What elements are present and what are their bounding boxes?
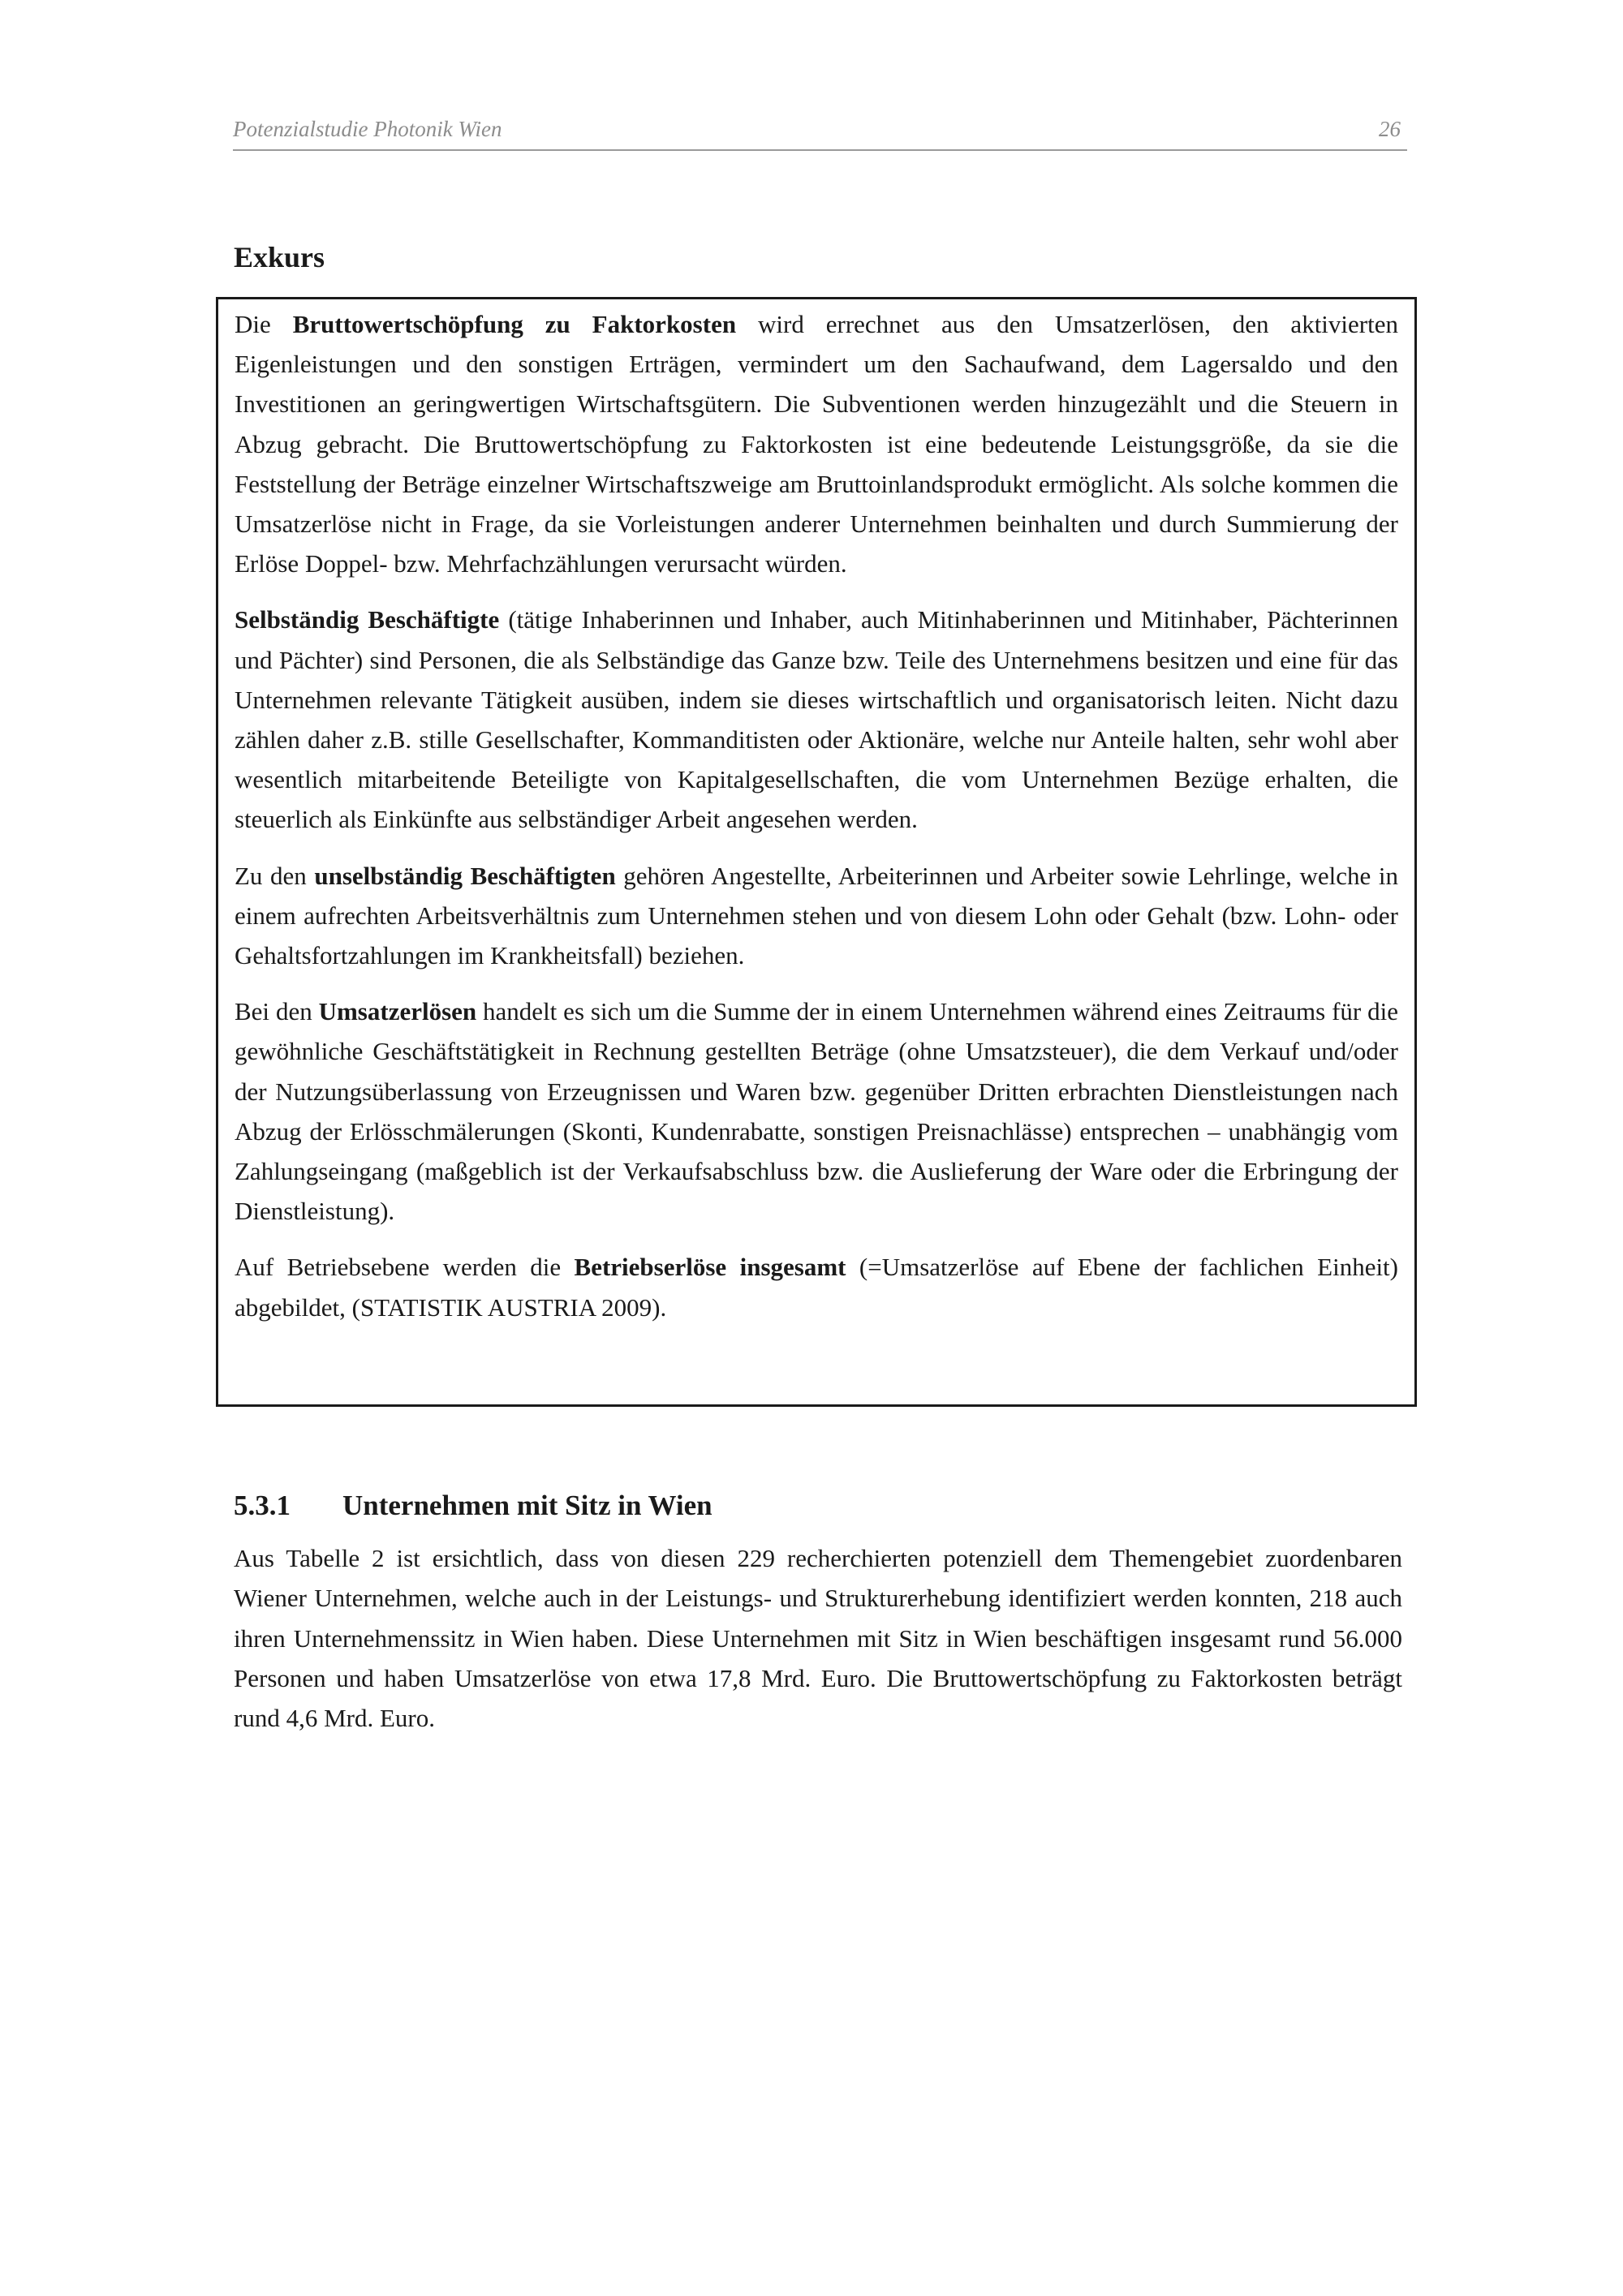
paragraph-text: wird errechnet aus den Umsatzerlösen, den aktivierten Eigenleistungen und den sonstigen Erträgen, vermindert um den Sachaufwand, dem Lagersaldo und den Investitionen an geringwertigen Wirtschaftsgütern. Die Subventionen werden hinzugezählt und die Steuern in Abzug gebracht. Die Bruttowertschöpfung zu Faktorkosten ist eine bedeutende Leistungsgröße, da sie die Feststellung der Beträge einzelner Wirtschaftszweige am Bruttoinlandsprodukt ermöglicht. Als solche kommen die Umsatzerlöse nicht in Frage, da sie Vorleistungen anderer Unternehmen beinhalten und durch Summierung der Erlöse Doppel- bzw. Mehrfachzählungen verursacht würden.	[235, 310, 1398, 578]
exkurs-paragraph-umsatzerloese	[235, 991, 1398, 1231]
exkurs-paragraph-selbstaendig	[235, 600, 1398, 839]
section-body-paragraph: Aus Tabelle 2 ist ersichtlich, dass von diesen 229 recherchierten potenziell dem Themengebiet zuordenbaren Wiener Unternehmen, welche auch in der Leistungs- und Strukturerhebung identifiziert werden konnten, 218 auch ihren Unternehmenssitz in Wien haben. Diese Unternehmen mit Sitz in Wien beschäftigen insgesamt rund 56.000 Personen und haben Umsatzerlöse von etwa 17,8 Mrd. Euro. Die Bruttowertschöpfung zu Faktorkosten beträgt rund 4,6 Mrd. Euro.	[234, 1544, 1402, 1733]
exkurs-heading: Exkurs	[234, 241, 325, 273]
term-selbstaendig-beschaeftigte: Selbständig Beschäftigte	[235, 605, 500, 634]
paragraph-text: (tätige Inhaberinnen und Inhaber, auch Mitinhaberinnen und Mitinhaber, Pächterinnen und Pächter) sind Personen, die als Selbständige das Ganze bzw. Teile des Unternehmens besitzen und eine für das Unternehmen relevante Tätigkeit ausüben, indem sie dieses wirtschaftlich und organisatorisch leiten. Nicht dazu zählen daher z.B. stille Gesellschafter, Kommanditisten oder Aktionäre, welche nur Anteile halten, sehr wohl aber wesentlich mitarbeitende Beteiligte von Kapitalgesellschaften, die vom Unternehmen Bezüge erhalten, die steuerlich als Einkünfte aus selbständiger Arbeit angesehen werden.	[235, 605, 1398, 834]
paragraph-text: Die	[235, 310, 293, 338]
page-number: 26	[1379, 117, 1401, 141]
exkurs-box	[216, 297, 1417, 1407]
term-unselbstaendig-beschaeftigte: unselbständig Beschäftigten	[314, 861, 616, 890]
exkurs-paragraph-bruttowertschoepfung	[235, 304, 1398, 583]
paragraph-text: (=Umsatzerlöse auf Ebene der fachlichen Einheit) abgebildet, (STATISTIK AUSTRIA 2009).	[235, 1253, 1398, 1322]
running-header	[233, 115, 1407, 151]
section-heading	[234, 1490, 712, 1522]
exkurs-paragraph-betriebserloese	[235, 1247, 1398, 1326]
section-number: 5.3.1	[234, 1490, 291, 1521]
term-bruttowertschoepfung: Bruttowertschöpfung zu Faktorkosten	[292, 310, 737, 338]
term-betriebserloese: Betriebserlöse insgesamt	[574, 1253, 846, 1282]
term-umsatzerloese: Umsatzerlösen	[318, 997, 477, 1026]
section-title: Unternehmen mit Sitz in Wien	[342, 1490, 712, 1521]
exkurs-paragraph-unselbstaendig	[235, 856, 1398, 976]
paragraph-text: Zu den	[235, 861, 315, 890]
paragraph-text: Bei den	[235, 997, 319, 1026]
document-title: Potenzialstudie Photonik Wien	[233, 117, 502, 141]
paragraph-text: Auf Betriebsebene werden die	[235, 1253, 575, 1282]
paragraph-text: handelt es sich um die Summe der in einem Unternehmen während eines Zeitraums für die gewöhnliche Geschäftstätigkeit in Rechnung gestellten Beträge (ohne Umsatzsteuer), die dem Verkauf und/oder der Nutzungsüberlassung von Erzeugnissen und Waren bzw. gegenüber Dritten erbrachten Dienstleistungen nach Abzug der Erlösschmälerungen (Skonti, Kundenrabatte, sonstigen Preisnachlässe) entsprechen – unabhängig vom Zahlungseingang (maßgeblich ist der Verkaufsabschluss bzw. die Auslieferung der Ware oder die Erbringung der Dienstleistung).	[235, 997, 1398, 1226]
paragraph-text: gehören Angestellte, Arbeiterinnen und Arbeiter sowie Lehrlinge, welche in einem aufrechten Arbeitsverhältnis zum Unternehmen stehen und von diesem Lohn oder Gehalt (bzw. Lohn- oder Gehaltsfortzahlungen im Krankheitsfall) beziehen.	[235, 861, 1398, 970]
